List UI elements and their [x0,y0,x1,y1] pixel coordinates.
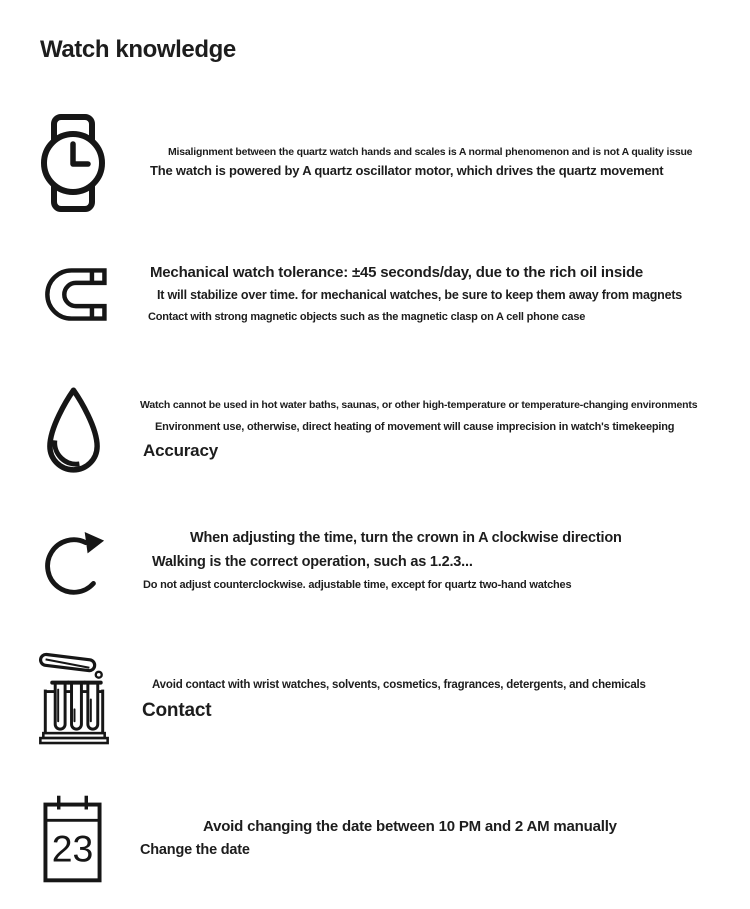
section-heading: Accuracy [143,440,218,460]
calendar-day: 23 [51,827,94,870]
note-line: Avoid changing the date between 10 PM and 2 AM manually [203,818,617,835]
section-text [140,530,622,592]
note-line: The watch is powered by A quartz oscillator motor, which drives the quartz movement [150,163,664,179]
section-text [140,264,682,323]
section-text [140,818,617,859]
section-text [140,399,697,460]
water-drop-icon [42,385,105,478]
note-line: Mechanical watch tolerance: ±45 seconds/day, due to the rich oil inside [150,264,644,281]
note-line: Contact with strong magnetic objects such as the magnetic clasp on A cell phone case [148,310,586,323]
note-line: Misalignment between the quartz watch hands and scales is A normal phenomenon and is not A quality issue [168,146,693,158]
section-heading: Contact [142,700,212,722]
note-line: Change the date [140,842,250,859]
note-line: Do not adjust counterclockwise. adjustable time, except for quartz two-hand watches [143,579,572,592]
note-line: Avoid contact with wrist watches, solvents, cosmetics, fragrances, detergents, and chemicals [152,679,646,691]
page-title: Watch knowledge [40,36,236,63]
magnet-icon [42,266,108,323]
note-line: Watch cannot be used in hot water baths, saunas, or other high-temperature or temperature-changing environments [140,399,698,411]
note-line: It will stabilize over time. for mechanical watches, be sure to keep them away from magnets [157,288,683,303]
rotate-clockwise-icon [40,527,108,601]
note-line: When adjusting the time, turn the crown in A clockwise direction [190,530,622,546]
note-line: Walking is the correct operation, such as 1.2.3... [152,553,473,570]
watch-icon [40,113,106,213]
calendar-icon [42,793,103,885]
section-text [140,679,646,722]
section-text [140,146,692,179]
test-tubes-icon [38,650,110,745]
note-line: Environment use, otherwise, direct heating of movement will cause imprecision in watch's timekeeping [155,421,675,434]
